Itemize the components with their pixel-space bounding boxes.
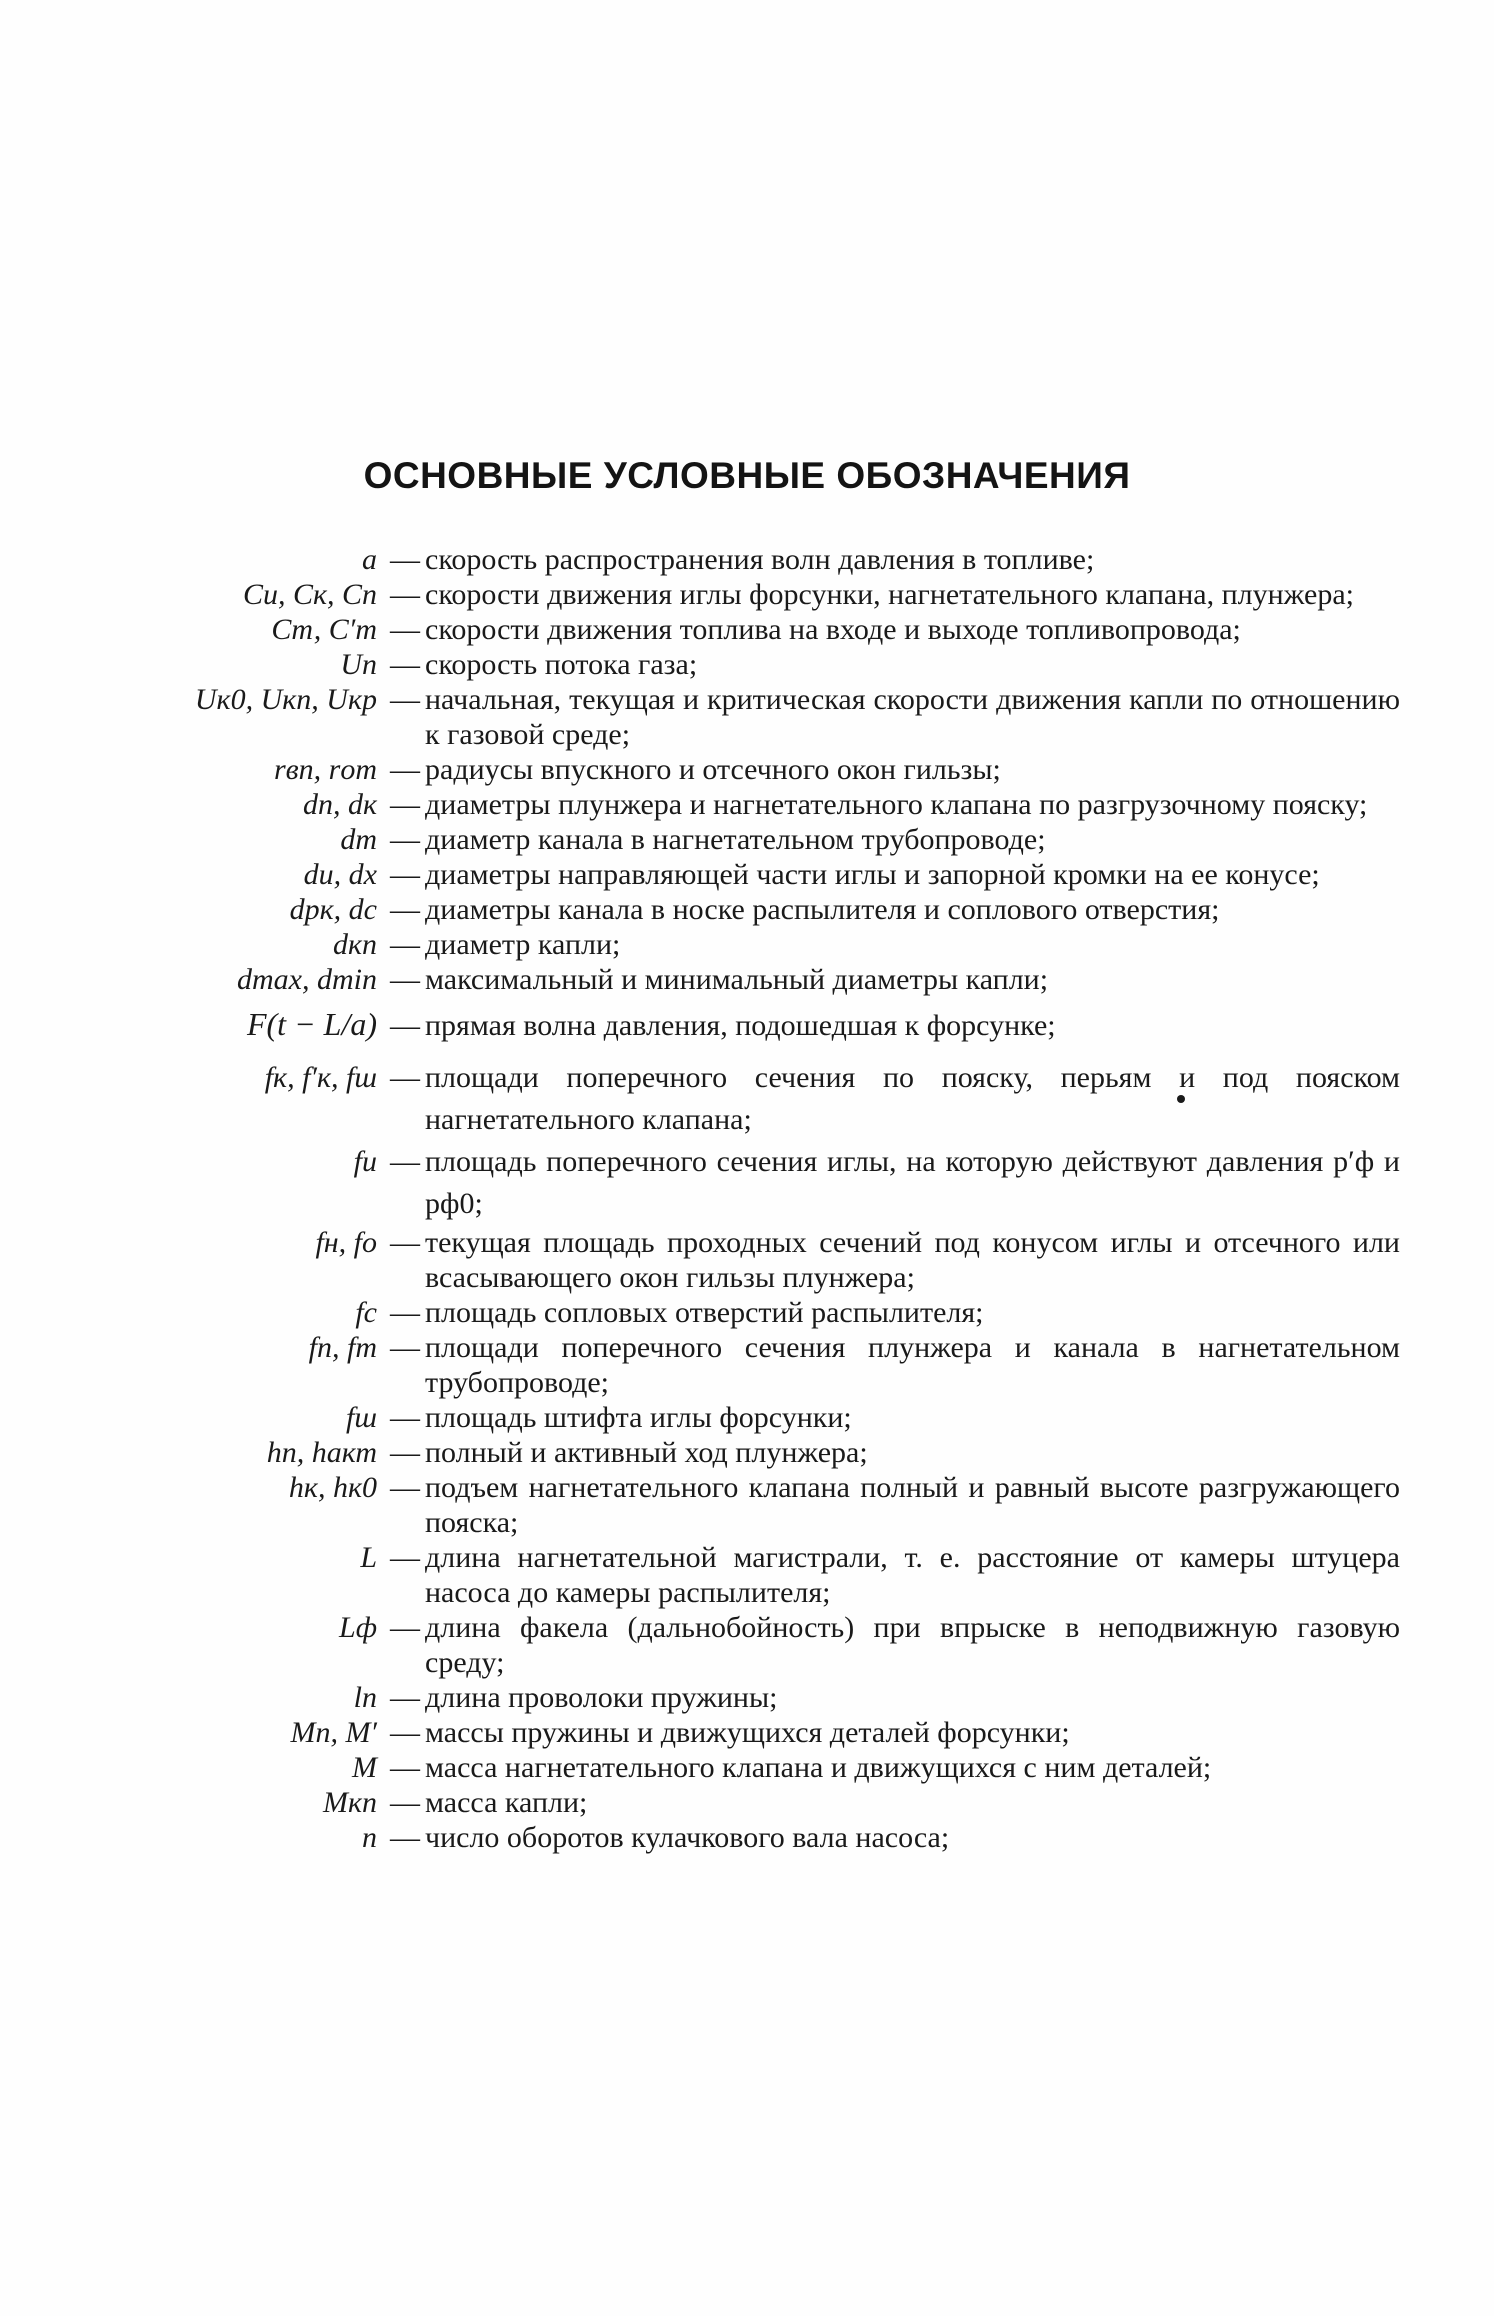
notation-description: скорость потока газа; — [425, 648, 698, 681]
notation-symbol: L — [360, 1541, 377, 1574]
notation-symbol: F(t − L/a) — [246, 1006, 377, 1042]
notation-entry — [110, 577, 1400, 612]
notation-dash: — — [390, 648, 420, 681]
notation-dash: — — [390, 1681, 420, 1714]
notation-entry — [110, 542, 1400, 577]
notation-entry — [110, 787, 1400, 822]
notation-symbol: hк, hк0 — [288, 1471, 377, 1504]
notation-entry — [110, 1141, 1400, 1225]
notation-description: максимальный и минимальный диаметры капли; — [425, 963, 1049, 996]
notation-dash: — — [390, 1786, 420, 1819]
notation-dash: — — [390, 1751, 420, 1784]
notation-entry — [110, 1330, 1400, 1400]
notation-dash: — — [390, 1331, 420, 1364]
notation-description: прямая волна давления, подошедшая к форсунке; — [425, 1009, 1056, 1042]
notation-entry — [110, 612, 1400, 647]
notation-symbol: a — [362, 543, 377, 576]
notation-description: диаметры канала в носке распылителя и соплового отверстия; — [425, 893, 1220, 926]
notation-symbol: dи, dх — [303, 858, 377, 891]
notation-dash: — — [390, 1145, 420, 1178]
notation-dash: — — [390, 1821, 420, 1854]
notation-symbol: fк, f′к, fш — [264, 1061, 377, 1094]
notation-symbol: Uп — [340, 648, 377, 681]
notation-description: скорости движения иглы форсунки, нагнетательного клапана, плунжера; — [425, 578, 1354, 611]
notation-symbol: M — [352, 1751, 377, 1784]
notation-symbol: Uк0, Uкп, Uкр — [194, 683, 377, 716]
notation-symbol: fи — [353, 1145, 377, 1178]
notation-description: скорости движения топлива на входе и выходе топливопровода; — [425, 613, 1241, 646]
notation-symbol: n — [362, 1821, 377, 1854]
notation-description: диаметры направляющей части иглы и запорной кромки на ее конусе; — [425, 858, 1320, 891]
notation-dash: — — [390, 963, 420, 996]
notation-symbol: hп, hакт — [266, 1436, 377, 1469]
notation-dash: — — [390, 543, 420, 576]
notation-description: подъем нагнетательного клапана полный и равный высоте разгружающего пояска; — [425, 1471, 1400, 1539]
notation-entry — [110, 1470, 1400, 1540]
notation-description: площадь штифта иглы форсунки; — [425, 1401, 852, 1434]
notation-dash: — — [390, 1471, 420, 1504]
notation-list — [110, 542, 1400, 1855]
notation-entry — [110, 1750, 1400, 1785]
notation-description: площади поперечного сечения по пояску, перьям и под пояском нагнетательного клапана; — [425, 1061, 1400, 1136]
notation-entry — [110, 822, 1400, 857]
notation-entry — [110, 752, 1400, 787]
notation-entry — [110, 1610, 1400, 1680]
notation-symbol: dmax, dmin — [237, 963, 377, 996]
notation-entry — [110, 1057, 1400, 1141]
notation-dash: — — [390, 1226, 420, 1259]
notation-entry — [110, 1785, 1400, 1820]
notation-dash: — — [390, 928, 420, 961]
notation-entry — [110, 1400, 1400, 1435]
notation-symbol: Mкп — [322, 1786, 377, 1819]
notation-entry — [110, 682, 1400, 752]
notation-dash: — — [390, 893, 420, 926]
notation-symbol: Lф — [339, 1611, 377, 1644]
notation-dash: — — [390, 858, 420, 891]
notation-entry — [110, 1715, 1400, 1750]
notation-symbol: fс — [355, 1296, 377, 1329]
notation-description: площадь сопловых отверстий распылителя; — [425, 1296, 984, 1329]
notation-description: число оборотов кулачкового вала насоса; — [425, 1821, 950, 1854]
page-title: ОСНОВНЫЕ УСЛОВНЫЕ ОБОЗНАЧЕНИЯ — [363, 455, 1131, 496]
notation-symbol: Cи, Cк, Cп — [242, 578, 377, 611]
notation-entry — [110, 1540, 1400, 1610]
notation-description: скорость распространения волн давления в топливе; — [425, 543, 1095, 576]
notation-entry — [110, 1680, 1400, 1715]
notation-description: масса нагнетательного клапана и движущихся с ним деталей; — [425, 1751, 1212, 1784]
notation-entry — [110, 647, 1400, 682]
notation-dash: — — [390, 1436, 420, 1469]
notation-description: массы пружины и движущихся деталей форсунки; — [425, 1716, 1070, 1749]
notation-symbol: Cт, C′т — [271, 613, 377, 646]
notation-description: полный и активный ход плунжера; — [425, 1436, 868, 1469]
notation-dash: — — [390, 788, 420, 821]
notation-dash: — — [390, 823, 420, 856]
print-speck — [1177, 1095, 1185, 1103]
notation-entry — [110, 1820, 1400, 1855]
notation-symbol: fн, fо — [315, 1226, 377, 1259]
notation-description: диаметры плунжера и нагнетательного клапана по разгрузочному пояску; — [425, 788, 1368, 821]
notation-entry — [110, 892, 1400, 927]
notation-symbol: fп, fт — [308, 1331, 377, 1364]
notation-entry — [110, 1225, 1400, 1295]
notation-dash: — — [390, 1296, 420, 1329]
notation-entry — [110, 857, 1400, 892]
notation-dash: — — [390, 1611, 420, 1644]
notation-description: площадь поперечного сечения иглы, на которую действуют давления p′ф и pф0; — [425, 1145, 1400, 1220]
notation-dash: — — [390, 1009, 420, 1042]
notation-dash: — — [390, 1541, 420, 1574]
notation-description: диаметр капли; — [425, 928, 621, 961]
notation-dash: — — [390, 683, 420, 716]
notation-dash: — — [390, 753, 420, 786]
notation-dash: — — [390, 1061, 420, 1094]
notation-description: длина нагнетательной магистрали, т. е. расстояние от камеры штуцера насоса до камеры распылителя; — [425, 1541, 1400, 1609]
notation-dash: — — [390, 1401, 420, 1434]
notation-entry — [110, 997, 1400, 1057]
notation-description: радиусы впускного и отсечного окон гильзы; — [425, 753, 1001, 786]
notation-dash: — — [390, 613, 420, 646]
notation-symbol: Mп, M′ — [290, 1716, 377, 1749]
notation-description: длина факела (дальнобойность) при впрыске в неподвижную газовую среду; — [425, 1611, 1400, 1679]
notation-description: длина проволоки пружины; — [425, 1681, 778, 1714]
notation-dash: — — [390, 1716, 420, 1749]
notation-entry — [110, 927, 1400, 962]
notation-description: текущая площадь проходных сечений под конусом иглы и отсечного или всасывающего окон гильзы плунжера; — [425, 1226, 1400, 1294]
notation-description: площади поперечного сечения плунжера и канала в нагнетательном трубопроводе; — [425, 1331, 1400, 1399]
notation-description: масса капли; — [425, 1786, 588, 1819]
notation-entry — [110, 1295, 1400, 1330]
notation-description: начальная, текущая и критическая скорости движения капли по отношению к газовой среде; — [425, 683, 1400, 751]
notation-symbol: dкп — [332, 928, 377, 961]
notation-symbol: fш — [346, 1401, 377, 1434]
notation-entry — [110, 962, 1400, 997]
notation-symbol: lп — [353, 1681, 377, 1714]
notation-symbol: dп, dк — [302, 788, 377, 821]
notation-symbol: rвп, rот — [273, 753, 377, 786]
notation-dash: — — [390, 578, 420, 611]
notation-entry — [110, 1435, 1400, 1470]
notation-symbol: dт — [340, 823, 377, 856]
notation-symbol: dрк, dс — [289, 893, 377, 926]
notation-description: диаметр канала в нагнетательном трубопроводе; — [425, 823, 1046, 856]
